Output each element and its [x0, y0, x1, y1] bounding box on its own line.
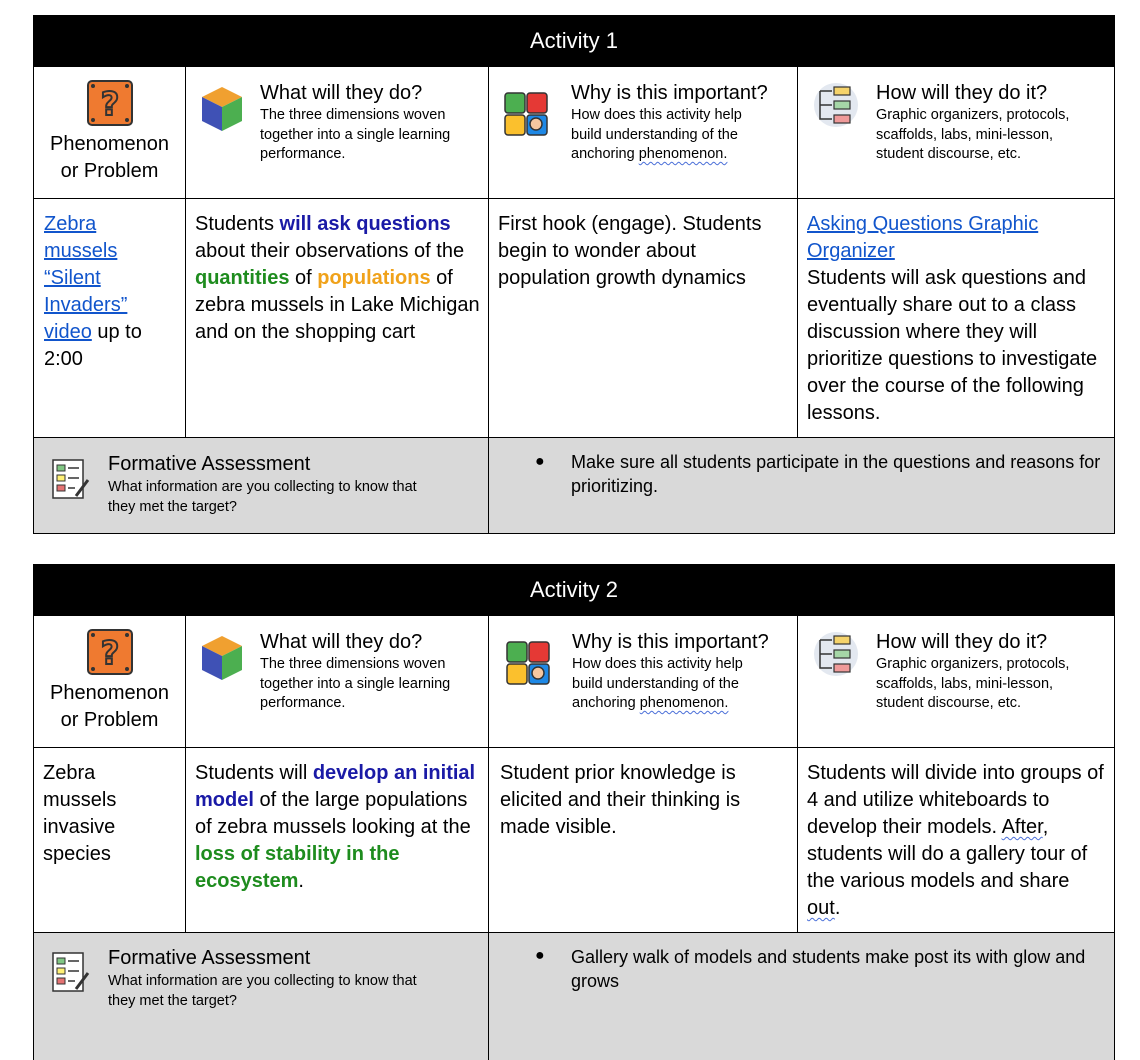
what-title: What will they do? — [260, 82, 423, 104]
what-cell — [185, 747, 489, 933]
phenomenon-header — [33, 615, 186, 748]
why-subtitle-text: How does this activity help build understanding of the anchoring — [572, 656, 743, 711]
how-text-1: Students will divide into groups of 4 and utilize whiteboards to develop their models. — [807, 762, 1104, 838]
how-subtitle: Graphic organizers, protocols, scaffolds, labs, mini-lesson, student discourse, etc. — [876, 656, 1070, 711]
how-cell — [797, 747, 1115, 933]
bullet-point: ● — [535, 947, 545, 964]
bullet-point: ● — [535, 453, 545, 470]
how-header — [797, 66, 1115, 199]
what-subtitle: The three dimensions woven together into a single learning performance. — [260, 107, 451, 162]
phenomenon-cell — [33, 747, 186, 933]
why-subtitle-phenomenon: phenomenon. — [639, 695, 729, 711]
phenomenon-cell — [33, 198, 186, 438]
phenomenon-text: Zebra mussels invasive species — [43, 762, 117, 865]
formative-assessment-response-cell — [488, 437, 1115, 534]
how-text — [807, 211, 1106, 427]
assessment-text: Make sure all students participate in the questions and reasons for prioritizing. — [571, 452, 1101, 496]
phenomenon-label: Phenomenon or Problem — [50, 682, 169, 731]
what-text — [195, 760, 480, 895]
checklist-icon — [50, 456, 90, 500]
why-text: Student prior knowledge is elicited and their thinking is made visible. — [500, 762, 741, 838]
cube-icon — [200, 85, 248, 133]
what-subtitle: The three dimensions woven together into a single learning performance. — [260, 656, 451, 711]
formative-assessment-subtitle: What information are you collecting to know that they met the target? — [108, 973, 417, 1009]
how-text-5: . — [834, 897, 841, 919]
formative-assessment-label-cell — [33, 932, 489, 1060]
what-header — [185, 66, 489, 199]
activity-title: Activity 2 — [33, 564, 1115, 616]
why-title: Why is this important? — [571, 82, 768, 104]
svg-text:?: ? — [100, 85, 119, 123]
what-cell — [185, 198, 489, 438]
formative-assessment-title: Formative Assessment — [108, 947, 311, 969]
graphic-organizer-link[interactable]: Asking Questions Graphic Organizer — [807, 213, 1039, 262]
why-title: Why is this important? — [572, 631, 769, 653]
what-header — [185, 615, 489, 748]
why-subtitle — [572, 655, 772, 714]
phenomenon-label: Phenomenon or Problem — [50, 133, 169, 182]
what-text-7: of zebra mussels in Lake Michigan and on the shopping cart — [195, 267, 480, 343]
what-emphasis-stability: loss of stability in the ecosystem — [195, 843, 400, 892]
what-emphasis-questions: will ask questions — [279, 213, 451, 235]
formative-assessment-title: Formative Assessment — [108, 453, 311, 475]
what-text-3: of the large populations of zebra mussels looking at the — [195, 789, 471, 838]
why-subtitle-text: How does this activity help build understanding of the anchoring — [571, 107, 742, 162]
flowchart-icon — [812, 81, 860, 129]
how-title: How will they do it? — [876, 631, 1048, 653]
what-text-1: Students will — [195, 762, 313, 784]
svg-text:?: ? — [100, 634, 119, 672]
what-title: What will they do? — [260, 631, 423, 653]
phenomenon-rest: up to 2:00 — [44, 321, 142, 370]
how-title: How will they do it? — [876, 82, 1048, 104]
how-text-after: After — [1001, 816, 1043, 838]
activity-2-table — [33, 564, 1115, 1060]
what-text — [195, 211, 480, 346]
question-block-icon — [86, 628, 134, 676]
why-subtitle — [571, 106, 771, 165]
how-text-3: , students will do a gallery tour of the various models and share — [807, 816, 1088, 892]
what-text-5: . — [298, 870, 304, 892]
how-subtitle: Graphic organizers, protocols, scaffolds, labs, mini-lesson, student discourse, etc. — [876, 107, 1070, 162]
phenomenon-header — [33, 66, 186, 199]
formative-assessment-response-cell — [488, 932, 1115, 1060]
why-cell — [488, 198, 798, 438]
checklist-icon — [50, 949, 90, 993]
why-text: First hook (engage). Students begin to wonder about population growth dynamics — [498, 213, 762, 289]
formative-assessment-subtitle: What information are you collecting to know that they met the target? — [108, 479, 417, 515]
assessment-text: Gallery walk of models and students make post its with glow and grows — [571, 947, 1086, 991]
how-header — [797, 615, 1115, 748]
activity-title: Activity 1 — [33, 15, 1115, 67]
puzzle-icon — [505, 640, 553, 688]
what-text-5: of — [289, 267, 318, 289]
phenomenon-text — [44, 211, 172, 373]
how-cell — [797, 198, 1115, 438]
why-cell — [488, 747, 798, 933]
what-text-3: about their observations of the — [195, 240, 465, 262]
formative-assessment-label-cell — [33, 437, 489, 534]
flowchart-icon — [812, 630, 860, 678]
how-text-out: out — [807, 897, 835, 919]
what-emphasis-model: develop an initial model — [195, 762, 476, 811]
puzzle-icon — [503, 91, 551, 139]
what-text-1: Students — [195, 213, 280, 235]
what-emphasis-populations: populations — [317, 267, 431, 289]
why-header — [488, 615, 798, 748]
video-link[interactable]: Zebra mussels “Silent Invaders” video — [44, 213, 128, 343]
why-subtitle-phenomenon: phenomenon. — [638, 146, 728, 162]
how-text — [807, 760, 1106, 922]
activity-1-table — [33, 15, 1115, 534]
why-header — [488, 66, 798, 199]
question-block-icon — [86, 79, 134, 127]
what-emphasis-quantities: quantities — [195, 267, 290, 289]
how-text-rest: Students will ask questions and eventually share out to a class discussion where they will prioritize questions to investigate over the course of the following lessons. — [807, 267, 1098, 424]
cube-icon — [200, 634, 248, 682]
